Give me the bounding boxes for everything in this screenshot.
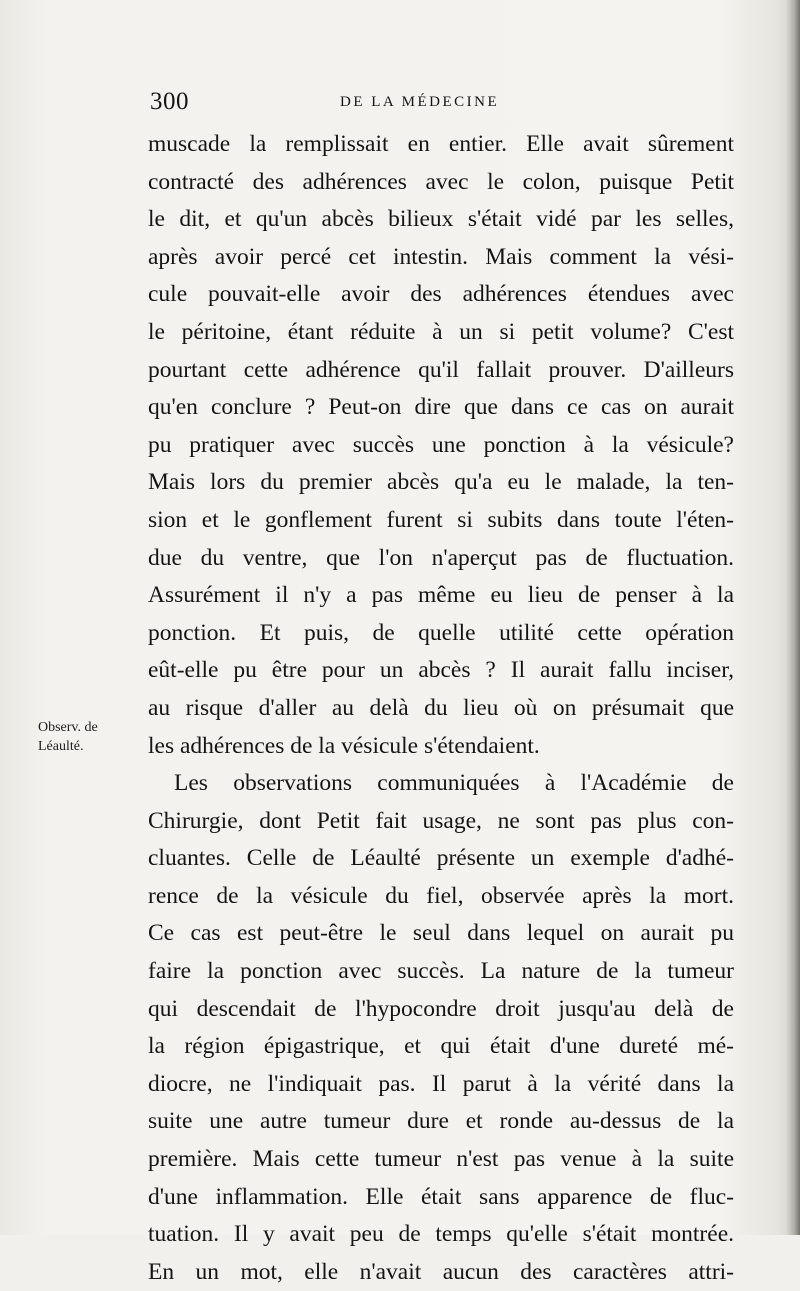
text-line: le dit, et qu'un abcès bilieux s'était vidé par les selles, (148, 206, 734, 233)
text-line: d'une inflammation. Elle était sans apparence de fluc- (148, 1183, 734, 1210)
text-line: ponction. Et puis, de quelle utilité cette opération (148, 619, 734, 646)
margin-note (38, 718, 146, 756)
margin-note-line: Léaulté. (38, 739, 84, 754)
page-header (150, 88, 740, 122)
text-line: rence de la vésicule du fiel, observée après la mort. (148, 882, 734, 909)
text-line: pu pratiquer avec succès une ponction à la vésicule? (148, 431, 734, 458)
text-line: première. Mais cette tumeur n'est pas venue à la suite (148, 1146, 734, 1173)
text-line: après avoir percé cet intestin. Mais comment la vési- (148, 243, 734, 270)
body-text (148, 126, 734, 1291)
text-line: cluantes. Celle de Léaulté présente un exemple d'adhé- (148, 845, 734, 872)
margin-note-line: Observ. de (38, 720, 98, 735)
running-head: DE LA MÉDECINE (340, 94, 500, 110)
text-line: sion et le gonflement furent si subits dans toute l'éten- (148, 506, 734, 533)
text-line: faire la ponction avec succès. La nature de la tumeur (148, 958, 734, 985)
text-line: les adhérences de la vésicule s'étendaient. (148, 732, 540, 759)
text-line: tuation. Il y avait peu de temps qu'elle s'était montrée. (148, 1221, 734, 1248)
text-line: Mais lors du premier abcès qu'a eu le malade, la ten- (148, 469, 734, 496)
text-line: Ce cas est peut-être le seul dans lequel on aurait pu (148, 920, 734, 947)
text-line: Chirurgie, dont Petit fait usage, ne sont pas plus con- (148, 807, 734, 834)
page-edge-shadow (786, 0, 800, 1235)
text-line: Assurément il n'y a pas même eu lieu de penser à la (148, 582, 734, 609)
text-line: la région épigastrique, et qui était d'une dureté mé- (148, 1033, 734, 1060)
text-line: qui descendait de l'hypocondre droit jusqu'au delà de (148, 995, 734, 1022)
text-line: contracté des adhérences avec le colon, puisque Petit (148, 168, 734, 195)
text-line: qu'en conclure ? Peut-on dire que dans ce cas on aurait (148, 394, 734, 421)
page-number: 300 (150, 88, 189, 115)
text-line: diocre, ne l'indiquait pas. Il parut à la vérité dans la (148, 1070, 734, 1097)
text-line: Les observations communiquées à l'Académie de (174, 770, 734, 797)
text-line: muscade la remplissait en entier. Elle avait sûrement (148, 131, 734, 157)
text-line: au risque d'aller au delà du lieu où on présumait que (148, 694, 734, 721)
text-line: suite une autre tumeur dure et ronde au-dessus de la (148, 1108, 734, 1135)
text-line: due du ventre, que l'on n'aperçut pas de fluctuation. (148, 544, 734, 571)
text-line: En un mot, elle n'avait aucun des caractères attri- (148, 1258, 734, 1285)
text-line: cule pouvait-elle avoir des adhérences étendues avec (148, 281, 734, 308)
text-line: eût-elle pu être pour un abcès ? Il aurait fallu inciser, (148, 657, 734, 684)
text-line: le péritoine, étant réduite à un si petit volume? C'est (148, 318, 734, 345)
text-line: pourtant cette adhérence qu'il fallait prouver. D'ailleurs (148, 356, 734, 383)
